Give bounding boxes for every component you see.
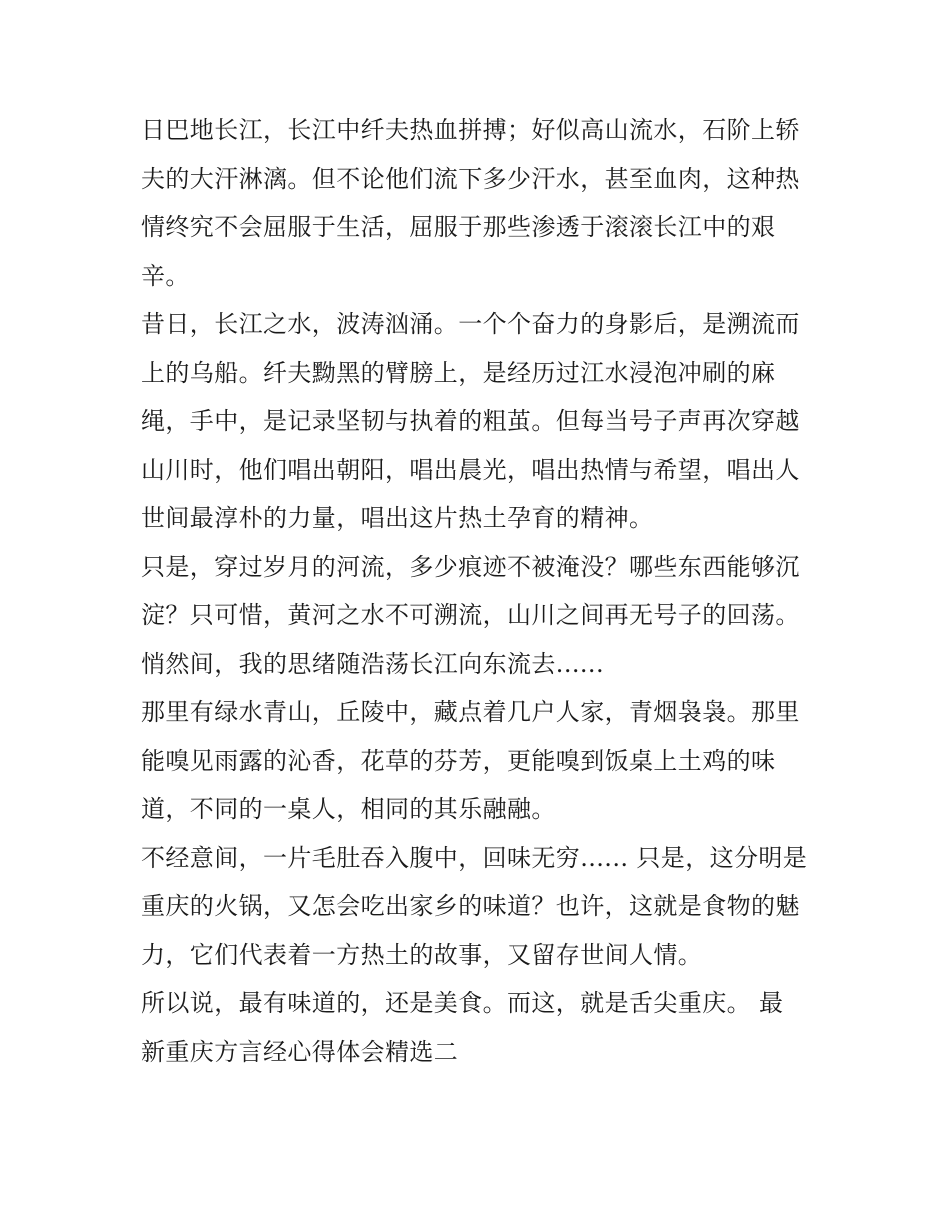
paragraph-4 <box>141 640 821 689</box>
paragraph-6 <box>141 834 821 980</box>
paragraph-7 <box>141 979 821 1076</box>
paragraph-3 <box>141 543 821 640</box>
paragraph-5 <box>141 688 821 834</box>
text-line: 夫的大汗淋漓。但不论他们流下多少汗水，甚至血肉，这种热 <box>141 164 800 193</box>
text-line: 淀？只可惜，黄河之水不可溯流，山川之间再无号子的回荡。 <box>141 601 800 629</box>
text-line: 道，不同的一桌人，相同的其乐融融。 <box>141 795 556 823</box>
text-line: 绳，手中，是记录坚韧与执着的粗茧。但每当号子声再次穿越 <box>141 407 800 435</box>
paragraph-1 <box>141 106 821 300</box>
text-line: 重庆的火锅，又怎会吃出家乡的味道？也许，这就是食物的魅 <box>141 892 800 920</box>
text-line: 不经意间，一片毛肚吞入腹中，回味无穷...... 只是，这分明是 <box>141 843 808 872</box>
text-line: 辛。 <box>141 261 190 290</box>
text-line: 所以说，最有味道的，还是美食。而这，就是舌尖重庆。 最 <box>141 989 784 1017</box>
text-line: 那里有绿水青山，丘陵中，藏点着几户人家，青烟袅袅。那里 <box>141 698 800 726</box>
text-line: 只是，穿过岁月的河流，多少痕迹不被淹没？哪些东西能够沉 <box>141 552 800 581</box>
text-line: 悄然间，我的思绪随浩荡长江向东流去...... <box>141 649 604 678</box>
body-text <box>141 106 821 1076</box>
text-line: 能嗅见雨露的沁香，花草的芬芳，更能嗅到饭桌上土鸡的味 <box>141 746 776 775</box>
text-line: 力，它们代表着一方热土的故事，又留存世间人情。 <box>141 940 703 969</box>
text-line: 情终究不会屈服于生活，屈服于那些渗透于滚滚长江中的艰 <box>141 213 776 241</box>
text-line: 昔日，长江之水，波涛汹涌。一个个奋力的身影后，是溯流而 <box>141 310 800 338</box>
text-line: 上的乌船。纤夫黝黑的臂膀上，是经历过江水浸泡冲刷的麻 <box>141 358 776 387</box>
text-line: 世间最淳朴的力量，唱出这片热土孕育的精神。 <box>141 504 654 532</box>
text-line: 日巴地长江，长江中纤夫热血拼搏；好似高山流水，石阶上轿 <box>141 116 800 144</box>
text-line: 新重庆方言经心得体会精选二 <box>141 1037 459 1066</box>
paragraph-2 <box>141 300 821 543</box>
text-line: 山川时，他们唱出朝阳，唱出晨光，唱出热情与希望，唱出人 <box>141 455 800 484</box>
